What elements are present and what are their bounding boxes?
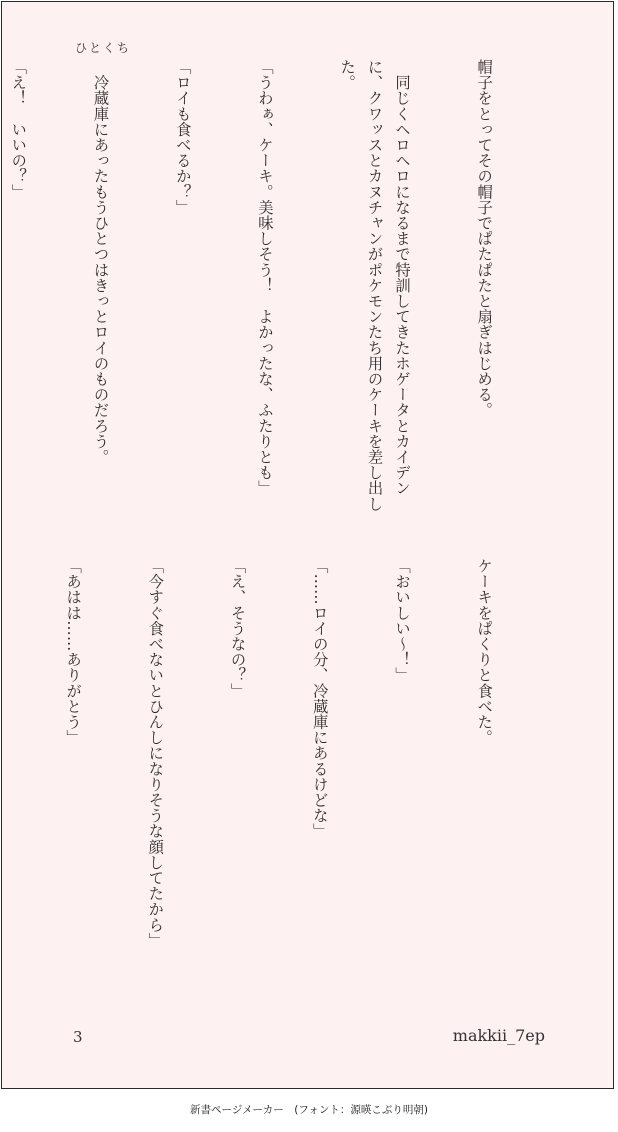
text-column-top xyxy=(9,59,552,524)
paragraph: 「……ロイの分、冷蔵庫にあるけどな」 xyxy=(310,558,329,839)
paragraph: 「うわぁ、ケーキ。美味しそう！ よかったな、ふたりとも」 xyxy=(255,59,274,496)
paragraph xyxy=(0,558,4,998)
paragraph: 「今すぐ食べないとひんしになりそうな顔してたから」 xyxy=(146,558,165,948)
author-name: makkii_7ep xyxy=(452,1026,545,1045)
page-number: 3 xyxy=(73,1028,83,1046)
generator-credit: 新書ページメーカー (フォント：源暎こぶり明朝) xyxy=(190,1104,428,1116)
page-header-title: ひとくち xyxy=(75,41,132,55)
paragraph: ケーキをぱくりと食べた。 xyxy=(475,558,494,746)
paragraph: 「え、そうなの？」 xyxy=(228,558,247,699)
paragraph: 「え！ いいの？」 xyxy=(9,59,28,200)
text-column-bottom xyxy=(64,558,552,998)
paragraph: 「ロイも食べるか？」 xyxy=(173,59,192,215)
book-page xyxy=(1,1,614,1089)
paragraph: 「あはは……ありがとう」 xyxy=(64,558,83,746)
paragraph: 冷蔵庫にあったもうひとつはきっとロイのものだろう。 xyxy=(91,59,110,465)
paragraph: 同じくヘロヘロになるまで特訓してきたホゲータとカイデンに、クワッスとカヌチャンがポケモンたち用のケーキを差し出した。 xyxy=(338,59,411,512)
paragraph: 「おいしい〜！」 xyxy=(392,558,411,683)
paragraph: 帽子をとってその帽子でぱたぱたと扇ぎはじめる。 xyxy=(475,59,494,418)
